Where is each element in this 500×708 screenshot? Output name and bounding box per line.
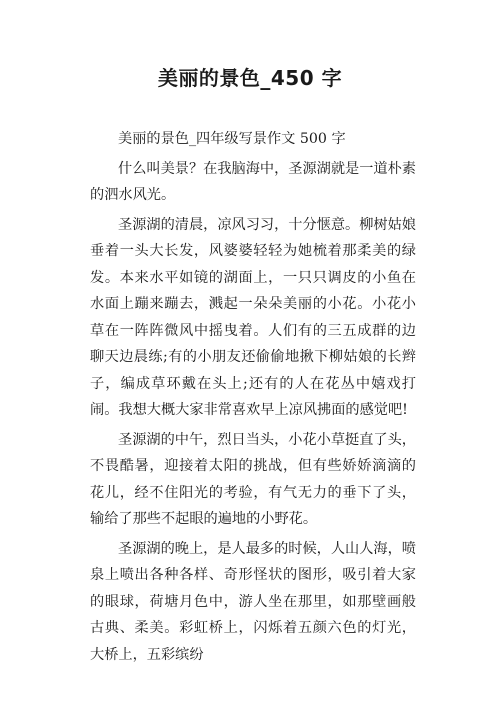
paragraph-noon: 圣源湖的中午，烈日当头，小花小草挺直了头，不畏酷暑，迎接着太阳的挑战，但有些娇娇滴滴的花儿，经不住阳光的考验，有气无力的垂下了头，输给了那些不起眼的遍地的小野花。: [90, 431, 416, 527]
essay-subtitle: 美丽的景色_四年级写景作文 500 字: [118, 131, 346, 147]
document-body: [90, 126, 416, 671]
paragraph-morning: 圣源湖的清晨，凉风习习，十分惬意。柳树姑娘垂着一头大长发，风婆婆轻轻为她梳着那柔美的绿发。本来水平如镜的湖面上，一只只调皮的小鱼在水面上蹦来蹦去，溅起一朵朵美丽的小花。小花小草在一阵阵微风中摇曳着。人们有的三五成群的边聊天边晨练;有的小朋友还偷偷地揪下柳姑娘的长辫子，编成草环戴在头上;还有的人在花丛中嬉戏打闹。我想大概大家非常喜欢早上凉风拂面的感觉吧!: [90, 216, 416, 418]
document-title: 美丽的景色_450 字: [157, 66, 343, 90]
paragraph-evening: 圣源湖的晚上，是人最多的时候，人山人海，喷泉上喷出各种各样、奇形怪状的图形，吸引着大家的眼球，荷塘月色中，游人坐在那里，如那壁画般古典、柔美。彩虹桥上，闪烁着五颜六色的灯光，大桥上，五彩缤纷: [90, 540, 416, 663]
paragraph-intro: 什么叫美景？在我脑海中，圣源湖就是一道朴素的泗水风光。: [90, 160, 416, 203]
